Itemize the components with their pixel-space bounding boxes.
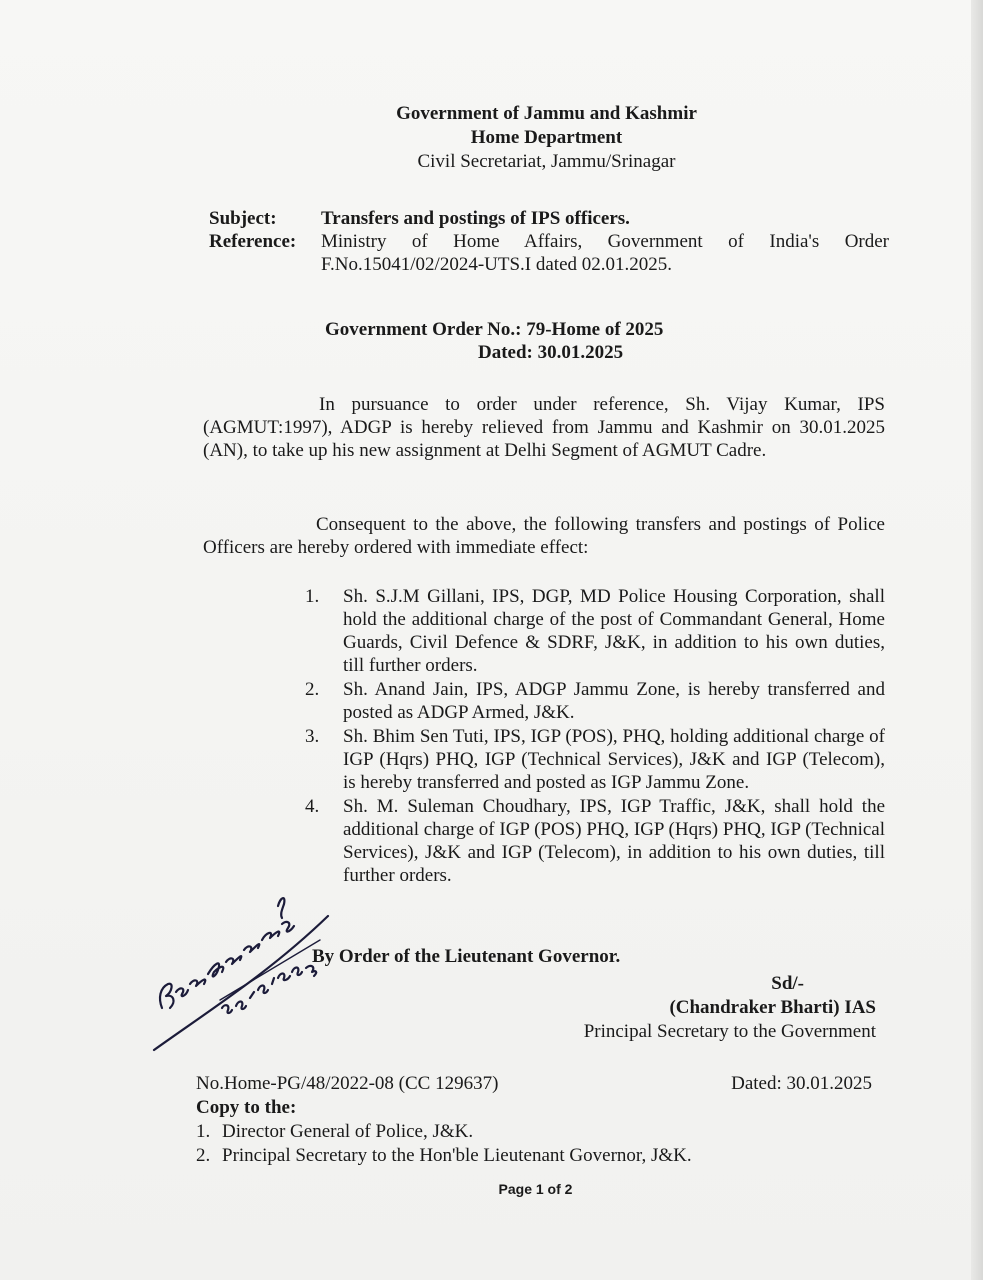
- order-number: Government Order No.: 79-Home of 2025: [325, 319, 664, 340]
- list-item: [196, 1120, 692, 1144]
- handwritten-signature: [150, 880, 340, 1060]
- header-department: Home Department: [470, 127, 623, 148]
- paragraph-relief: In pursuance to order under reference, Sh. Vijay Kumar, IPS (AGMUT:1997), ADGP is hereby relieved from Jammu and Kashmir on 30.01.2025 (AN), to take up his new assignment at Delhi Segment of AGMUT Cadre.: [203, 394, 885, 461]
- signatory-name: (Chandraker Bharti) IAS: [669, 997, 876, 1018]
- reference-number: No.Home-PG/48/2022-08 (CC 129637): [196, 1073, 499, 1094]
- order-date: Dated: 30.01.2025: [478, 342, 624, 363]
- signatory-block: [584, 972, 876, 1044]
- paragraph-consequent: Consequent to the above, the following transfers and postings of Police Officers are hereby ordered with immediate effect:: [203, 514, 885, 558]
- list-item-number: 3.: [305, 726, 320, 747]
- list-item-number: 1.: [196, 1121, 211, 1142]
- reference-value-line1: Ministry of Home Affairs, Government of India's Order: [321, 231, 889, 252]
- list-item-text: Sh. M. Suleman Choudhary, IPS, IGP Traffic, J&K, shall hold the additional charge of IGP (POS) PHQ, IGP (Hqrs) PHQ, IGP (Technical Services), J&K and IGP (Telecom), in addition to his own duties, till further orders.: [343, 796, 885, 886]
- list-item-number: 4.: [305, 796, 320, 817]
- copy-list: [196, 1120, 692, 1168]
- order-block: [0, 318, 983, 364]
- list-item-text: Sh. Anand Jain, IPS, ADGP Jammu Zone, is hereby transferred and posted as ADGP Armed, J&K.: [343, 679, 885, 723]
- list-item-text: Principal Secretary to the Hon'ble Lieutenant Governor, J&K.: [222, 1145, 692, 1166]
- subject-block: [209, 207, 889, 276]
- reference-label: Reference:: [209, 231, 297, 252]
- list-item-text: Director General of Police, J&K.: [222, 1121, 474, 1142]
- header-government: Government of Jammu and Kashmir: [396, 103, 697, 124]
- subject-value: Transfers and postings of IPS officers.: [321, 208, 630, 229]
- signed-mark: Sd/-: [771, 973, 804, 994]
- list-item: [196, 1144, 692, 1168]
- list-item-text: Sh. S.J.M Gillani, IPS, DGP, MD Police Housing Corporation, shall hold the additional charge of the post of Commandant General, Home Guards, Civil Defence & SDRF, J&K, in addition to his own duties, till further orders.: [343, 586, 885, 676]
- list-item-number: 1.: [305, 586, 320, 607]
- list-item: [305, 725, 885, 794]
- list-item: [305, 585, 885, 677]
- page-edge: [971, 0, 983, 1280]
- copy-to-heading: Copy to the:: [196, 1097, 297, 1118]
- by-order-line: By Order of the Lieutenant Governor.: [312, 946, 621, 967]
- signatory-designation: Principal Secretary to the Government: [583, 1021, 876, 1042]
- list-item: [305, 678, 885, 724]
- list-item: [305, 795, 885, 887]
- reference-number-line: [196, 1073, 872, 1095]
- list-item-number: 2.: [305, 679, 320, 700]
- list-item-number: 2.: [196, 1145, 211, 1166]
- transfer-list: [305, 585, 885, 888]
- document-header: [0, 102, 983, 174]
- reference-value-line2: F.No.15041/02/2024-UTS.I dated 02.01.2025.: [321, 254, 673, 275]
- reference-date: Dated: 30.01.2025: [731, 1073, 872, 1094]
- header-secretariat: Civil Secretariat, Jammu/Srinagar: [417, 151, 676, 172]
- subject-label: Subject:: [209, 208, 277, 229]
- page-number-footer: [0, 1181, 983, 1197]
- page-number: Page 1 of 2: [498, 1181, 573, 1197]
- list-item-text: Sh. Bhim Sen Tuti, IPS, IGP (POS), PHQ, holding additional charge of IGP (Hqrs) PHQ, IGP (Technical Services), J&K and IGP (Telecom), is hereby transferred and posted as IGP Jammu Zone.: [343, 726, 885, 793]
